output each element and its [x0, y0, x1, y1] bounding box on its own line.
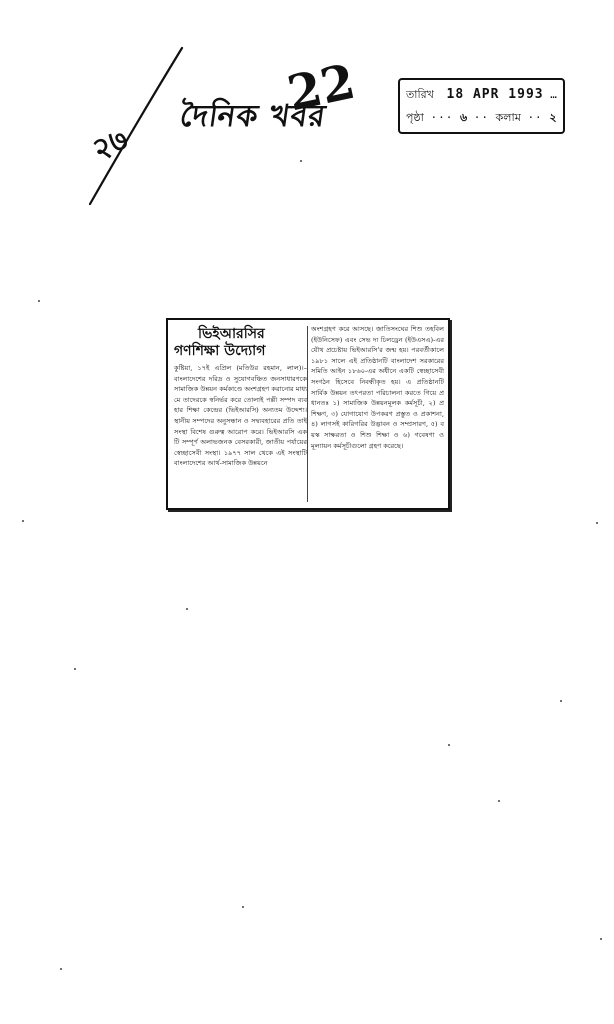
- article-body-right: অংশগ্রহণ করে আসছে। জাতিসংঘের শিশু তহবিল (ইউনিসেফ) এবং সেভ দ্য চিলড্রেন (ইউএসএ)-এর যৌথ প্রচেষ্টায় ভিইআরসি'র জন্ম হয়। পরবর্তীকালে ১৯৮১ সালে এই প্রতিষ্ঠানটি বাংলাদেশ সরকারের সমিতি আইন ১৮৬০-এর অধীনে একটি স্বেচ্ছাসেবী সংগঠন হিসেবে নিবন্ধীকৃত হয়। এ প্রতিষ্ঠানটি সার্বিক উন্নয়ন তৎপরতা পরিচালনা করতে গিয়ে প্রধানতঃ ১) সামাজিক উন্নয়নমূলক কর্মসূচী, ২) প্রশিক্ষণ, ৩) যোগাযোগ উপকরণ প্রস্তুত ও প্রকাশনা, ৪) লাগসই কারিগরির উদ্ভাবন ও সম্প্রসারণ, ৫) বয়স্ক সাক্ষরতা ও শিশু শিক্ষা ও ৬) গবেষণা ও মূল্যায়ন কর্মসূচীগুলো গ্রহণ করেছে।: [311, 325, 444, 450]
- stamp-page-dots-2: ··: [473, 111, 489, 124]
- scan-speck: [600, 938, 602, 940]
- stamp-column-label: কলাম: [495, 111, 521, 124]
- scan-speck: [74, 668, 76, 670]
- newspaper-name: দৈনিক খবর: [177, 99, 329, 134]
- scan-speck: [596, 522, 598, 524]
- stamp-page-label: পৃষ্ঠা: [406, 111, 424, 124]
- newspaper-clipping: [166, 318, 450, 510]
- stamp-column-value: ২: [549, 111, 557, 124]
- scan-speck: [300, 160, 302, 162]
- article-left-column: [174, 326, 307, 469]
- handwritten-left-note: २७: [85, 118, 136, 171]
- scan-speck: [560, 700, 562, 702]
- article-right-column: [311, 324, 444, 451]
- scan-speck: [60, 968, 62, 970]
- column-divider: [307, 326, 308, 502]
- article-headline-line-2: গণশিক্ষা উদ্যোগ: [174, 343, 266, 359]
- scan-speck: [38, 300, 40, 302]
- stamp-page-value: ৬: [459, 111, 468, 124]
- stamp-date-value: 18 APR 1993: [446, 87, 544, 102]
- article-body-left: কুষ্টিয়া, ১৭ই এপ্রিল (মতিউর রহমান, লাল)।– বাংলাদেশের দরিদ্র ও সুযোগবঞ্চিত জনসাধারণকে সামাজিক উন্নয়ন কর্মকাণ্ডে অংশগ্রহণ করানোর মাধ্যমে তাদেরকে স্বনির্ভর করে তোলাই পল্লী সম্পদ ব্যবহার শিক্ষা কেন্দ্রের (ভিইআরসি) অন্যতম উদ্দেশ্য। স্থানীয় সম্পদের অনুসন্ধান ও সদ্ব্যবহারের প্রতি তাই সংস্থা বিশেষ গুরুত্ব আরোপ করে। ভিইআরসি একটি সম্পূর্ণ অলাভজনক বেসরকারী, জাতীয় পর্যায়ের স্বেচ্ছাসেবী সংস্থা। ১৯৭৭ সাল থেকে এই সংস্থাটি বাংলাদেশের আর্থ-সামাজিক উন্নয়নে: [174, 364, 307, 468]
- scan-speck: [22, 520, 24, 522]
- scan-speck: [186, 608, 188, 610]
- handwritten-page-number: 22: [282, 53, 360, 123]
- scan-speck: [448, 744, 450, 746]
- stamp-page-dots: ···: [430, 111, 454, 124]
- stamp-date-dots: …: [550, 88, 558, 101]
- date-stamp: [398, 78, 565, 134]
- scan-speck: [242, 906, 244, 908]
- stamp-date-label: তারিখ: [406, 88, 434, 101]
- stamp-column-dots: ··: [527, 111, 543, 124]
- article-headline-line-1: ভিইআরসির: [198, 326, 265, 342]
- scan-speck: [498, 800, 500, 802]
